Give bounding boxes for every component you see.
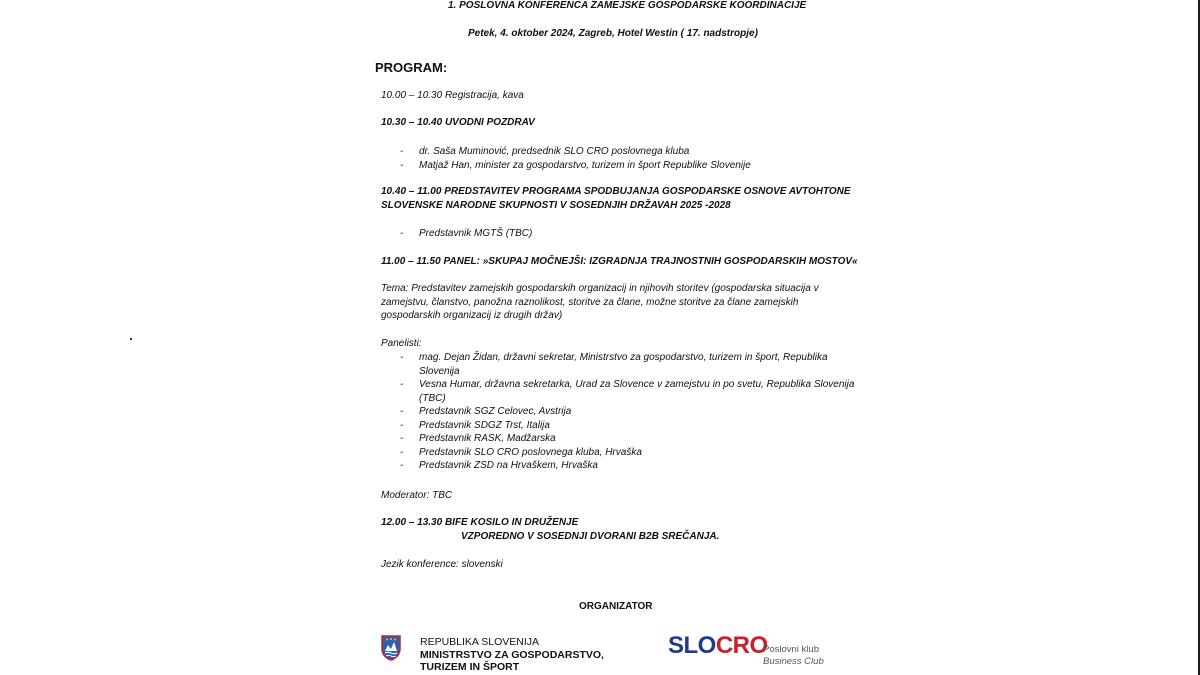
list-item: - Predstavnik SLO CRO poslovnega kluba, Hrvaška [400,446,859,460]
panelists-list [400,351,859,473]
list-item: - Predstavnik SGZ Celovec, Avstrija [400,405,859,419]
club-line-1: Poslovni klub [763,644,819,655]
list-item: - Predstavnik SDGZ Trst, Italija [400,419,859,433]
welcome-speakers-list [400,145,751,172]
slovenia-coat-of-arms-icon [380,635,402,661]
organizer-label: ORGANIZATOR [579,601,653,612]
session-program-presentation-cont: SLOVENSKE NARODNE SKUPNOSTI V SOSEDNJIH DRŽAVAH 2025 -2028 [381,200,731,211]
slo-cro-logo-cro: CRO [715,632,768,659]
list-item: - Matjaž Han, minister za gospodarstvo, turizem in šport Republike Slovenije [400,159,751,173]
list-item: - Predstavnik RASK, Madžarska [400,432,859,446]
session-panel: 11.00 – 11.50 PANEL: »SKUPAJ MOČNEJŠI: IZGRADNJA TRAJNOSTNIH GOSPODARSKIH MOSTOV« [381,256,858,267]
conference-title: 1. POSLOVNA KONFERENCA ZAMEJSKE GOSPODARSKE KOORDINACIJE [448,0,807,11]
business-club-text [763,644,824,667]
list-item: - Vesna Humar, državna sekretarka, Urad za Slovence v zamejstvu in po svetu, Republika Slovenija (TBC) [400,378,859,405]
program-heading: PROGRAM: [375,60,448,75]
ministry-line-1: REPUBLIKA SLOVENIJA [420,636,540,648]
session-lunch-parallel: VZPOREDNO V SOSEDNJI DVORANI B2B SREČANJA. [461,531,720,542]
ministry-line-2: MINISTRSTVO ZA GOSPODARSTVO, [420,648,604,661]
conference-language: Jezik konference: slovenski [381,559,503,570]
ministry-logo-text [420,636,604,674]
panel-topic: Tema: Predstavitev zamejskih gospodarskih organizacij in njihovih storitev (gospodarska situacija v zamejstvu, članstvo, panožna raznolikost, storitve za člane, možne storitve za člane zamejskih gospodarskih organizacij iz drugih držav) [381,283,819,321]
list-item: - Predstavnik ZSD na Hrvaškem, Hrvaška [400,459,859,473]
stray-dot [130,338,132,340]
conference-date-location: Petek, 4. oktober 2024, Zagreb, Hotel Westin ( 17. nadstropje) [468,28,758,39]
session-welcome: 10.30 – 10.40 UVODNI POZDRAV [381,117,535,128]
session-program-presentation: 10.40 – 11.00 PREDSTAVITEV PROGRAMA SPODBUJANJA GOSPODARSKE OSNOVE AVTOHTONE [381,186,851,197]
program-speakers-list [400,227,532,241]
moderator: Moderator: TBC [381,490,453,501]
session-lunch: 12.00 – 13.30 BIFE KOSILO IN DRUŽENJE [381,517,579,528]
session-registration: 10.00 – 10.30 Registracija, kava [381,90,524,101]
ministry-line-3: TURIZEM IN ŠPORT [420,661,520,673]
list-item: - Predstavnik MGTŠ (TBC) [400,227,532,241]
club-line-2: Business Club [763,655,824,667]
panelists-label: Panelisti: [381,338,422,349]
list-item: - mag. Dejan Židan, državni sekretar, Ministrstvo za gospodarstvo, turizem in šport, Republika Slovenija [400,351,859,378]
slo-cro-logo [668,632,768,660]
list-item: - dr. Saša Muminović, predsednik SLO CRO poslovnega kluba [400,145,751,159]
slo-cro-logo-slo: SLO [668,632,716,659]
